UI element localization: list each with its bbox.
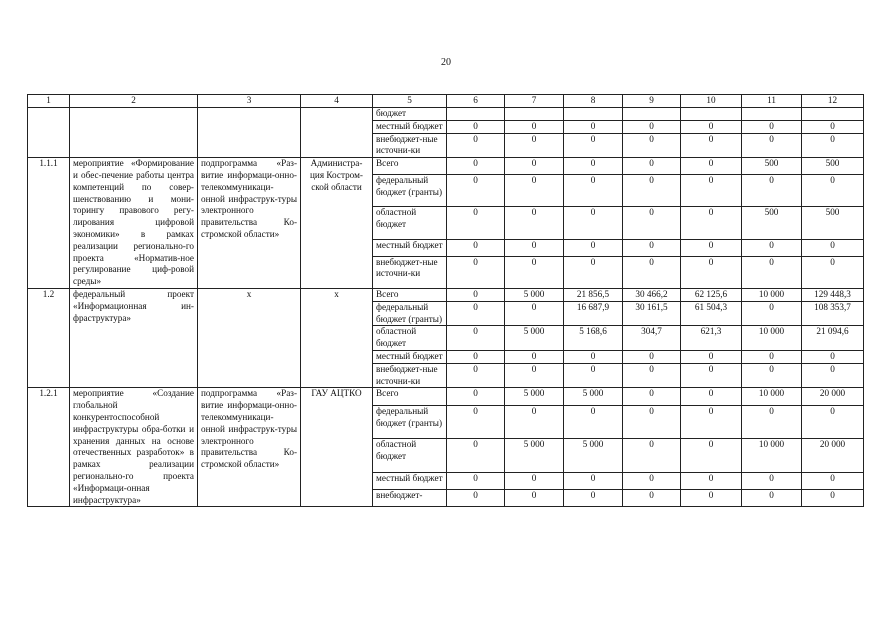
- value-cell: 0: [564, 350, 623, 363]
- value-cell: 30 161,5: [623, 301, 681, 326]
- column-header-4: 4: [301, 95, 373, 108]
- continuation-cell: [198, 108, 301, 158]
- value-cell: 0: [681, 175, 742, 207]
- value-cell: 0: [681, 388, 742, 405]
- value-cell: 500: [802, 207, 864, 239]
- value-cell: 0: [623, 489, 681, 506]
- item-name: федеральный проект «Информационная ин-фраструктура»: [70, 288, 198, 387]
- value-cell: 0: [681, 350, 742, 363]
- table-row: [28, 288, 864, 301]
- funding-source: внебюджет-ные источни-ки: [373, 133, 447, 158]
- value-cell: 0: [742, 133, 802, 158]
- header-row: [28, 95, 864, 108]
- funding-source: областной бюджет: [373, 439, 447, 472]
- value-cell: 129 448,3: [802, 288, 864, 301]
- item-program: х: [198, 288, 301, 387]
- value-cell: 5 000: [505, 388, 564, 405]
- value-cell: 0: [505, 405, 564, 438]
- value-cell: [623, 108, 681, 121]
- value-cell: 5 168,6: [564, 326, 623, 351]
- item-number: 1.1.1: [28, 158, 70, 289]
- value-cell: 10 000: [742, 439, 802, 472]
- value-cell: 0: [802, 175, 864, 207]
- value-cell: 0: [447, 158, 505, 175]
- funding-source: внебюджет-ные источни-ки: [373, 256, 447, 288]
- value-cell: 0: [802, 133, 864, 158]
- value-cell: 0: [623, 350, 681, 363]
- value-cell: 0: [681, 256, 742, 288]
- value-cell: 0: [623, 133, 681, 158]
- funding-source: областной бюджет: [373, 326, 447, 351]
- value-cell: 10 000: [742, 388, 802, 405]
- value-cell: 500: [742, 158, 802, 175]
- value-cell: [681, 108, 742, 121]
- value-cell: 0: [505, 133, 564, 158]
- value-cell: 0: [802, 363, 864, 388]
- funding-source: внебюджет-ные источни-ки: [373, 363, 447, 388]
- item-name: мероприятие «Создание глобальной конкурентоспособной инфраструктуры обра-ботки и хранения данных на основе отечественных разработок» в рамках реализации регионально-го проекта «Информаци-онная инфраструктура»: [70, 388, 198, 507]
- continuation-cell: [28, 108, 70, 158]
- value-cell: 0: [505, 207, 564, 239]
- funding-source: Всего: [373, 388, 447, 405]
- value-cell: 0: [623, 388, 681, 405]
- funding-source: местный бюджет: [373, 120, 447, 133]
- funding-source: федеральный бюджет (гранты): [373, 405, 447, 438]
- value-cell: 0: [564, 120, 623, 133]
- value-cell: 108 353,7: [802, 301, 864, 326]
- value-cell: 0: [505, 489, 564, 506]
- value-cell: 10 000: [742, 326, 802, 351]
- value-cell: 0: [681, 472, 742, 489]
- funding-source: Всего: [373, 158, 447, 175]
- table-row: [28, 388, 864, 405]
- value-cell: [505, 108, 564, 121]
- value-cell: 0: [742, 350, 802, 363]
- funding-source: федеральный бюджет (гранты): [373, 175, 447, 207]
- value-cell: 0: [802, 472, 864, 489]
- value-cell: 0: [681, 207, 742, 239]
- funding-source: федеральный бюджет (гранты): [373, 301, 447, 326]
- value-cell: 0: [742, 256, 802, 288]
- table-row: [28, 158, 864, 175]
- value-cell: 0: [623, 363, 681, 388]
- funding-source: местный бюджет: [373, 472, 447, 489]
- value-cell: 0: [623, 405, 681, 438]
- value-cell: 0: [802, 239, 864, 256]
- value-cell: 0: [742, 363, 802, 388]
- value-cell: 0: [564, 239, 623, 256]
- funding-source: местный бюджет: [373, 350, 447, 363]
- column-header-12: 12: [802, 95, 864, 108]
- value-cell: 0: [564, 363, 623, 388]
- column-header-6: 6: [447, 95, 505, 108]
- value-cell: 0: [447, 439, 505, 472]
- value-cell: 0: [802, 405, 864, 438]
- item-executor: Администра-ция Костром-ской области: [301, 158, 373, 289]
- value-cell: 0: [505, 472, 564, 489]
- continuation-cell: [301, 108, 373, 158]
- value-cell: 0: [564, 256, 623, 288]
- value-cell: 30 466,2: [623, 288, 681, 301]
- value-cell: 0: [564, 207, 623, 239]
- value-cell: 0: [447, 489, 505, 506]
- value-cell: 0: [623, 158, 681, 175]
- item-number: 1.2.1: [28, 388, 70, 507]
- value-cell: 0: [681, 158, 742, 175]
- item-program: подпрограмма «Раз-витие информаци-онно-телекоммуникаци-онной инфраструк-туры электронного правительства Ко-стромской области»: [198, 388, 301, 507]
- value-cell: 0: [564, 175, 623, 207]
- value-cell: 0: [447, 133, 505, 158]
- value-cell: [447, 108, 505, 121]
- value-cell: 0: [447, 239, 505, 256]
- value-cell: 0: [802, 256, 864, 288]
- value-cell: 0: [447, 207, 505, 239]
- page-number: 20: [441, 57, 451, 68]
- value-cell: 61 504,3: [681, 301, 742, 326]
- value-cell: 0: [505, 301, 564, 326]
- value-cell: 0: [623, 472, 681, 489]
- value-cell: 0: [447, 350, 505, 363]
- value-cell: 0: [623, 175, 681, 207]
- value-cell: 0: [447, 363, 505, 388]
- value-cell: 5 000: [564, 388, 623, 405]
- value-cell: 0: [681, 405, 742, 438]
- funding-source: внебюджет-: [373, 489, 447, 506]
- value-cell: 0: [623, 239, 681, 256]
- value-cell: 0: [742, 120, 802, 133]
- value-cell: 621,3: [681, 326, 742, 351]
- column-header-5: 5: [373, 95, 447, 108]
- value-cell: 21 856,5: [564, 288, 623, 301]
- column-header-9: 9: [623, 95, 681, 108]
- value-cell: 62 125,6: [681, 288, 742, 301]
- value-cell: 0: [447, 175, 505, 207]
- value-cell: 0: [505, 175, 564, 207]
- funding-source: бюджет: [373, 108, 447, 121]
- funding-source: местный бюджет: [373, 239, 447, 256]
- value-cell: 0: [505, 256, 564, 288]
- value-cell: 20 000: [802, 388, 864, 405]
- value-cell: 0: [564, 133, 623, 158]
- item-number: 1.2: [28, 288, 70, 387]
- value-cell: 0: [623, 439, 681, 472]
- table-row: [28, 108, 864, 121]
- value-cell: 0: [447, 256, 505, 288]
- value-cell: 0: [505, 350, 564, 363]
- value-cell: 0: [742, 489, 802, 506]
- value-cell: 0: [623, 207, 681, 239]
- value-cell: 0: [742, 472, 802, 489]
- column-header-3: 3: [198, 95, 301, 108]
- column-header-2: 2: [70, 95, 198, 108]
- value-cell: 0: [623, 120, 681, 133]
- column-header-10: 10: [681, 95, 742, 108]
- value-cell: 16 687,9: [564, 301, 623, 326]
- value-cell: 0: [564, 472, 623, 489]
- value-cell: 5 000: [505, 326, 564, 351]
- value-cell: 0: [564, 405, 623, 438]
- value-cell: 0: [447, 405, 505, 438]
- value-cell: 0: [623, 256, 681, 288]
- funding-source: областной бюджет: [373, 207, 447, 239]
- budget-table: [27, 94, 864, 507]
- value-cell: 500: [742, 207, 802, 239]
- value-cell: [802, 108, 864, 121]
- value-cell: 500: [802, 158, 864, 175]
- value-cell: 0: [681, 489, 742, 506]
- value-cell: 0: [681, 239, 742, 256]
- value-cell: [742, 108, 802, 121]
- item-name: мероприятие «Формирование и обес-печение работы центра компетенций по совер-шенствованию и мони-торингу правового регу-лирования цифровой экономики» в рамках реализации регионально-го проекта «Норматив-ное регулирование циф-ровой среды»: [70, 158, 198, 289]
- value-cell: 0: [447, 301, 505, 326]
- column-header-8: 8: [564, 95, 623, 108]
- item-executor: х: [301, 288, 373, 387]
- value-cell: 0: [505, 120, 564, 133]
- value-cell: 0: [681, 120, 742, 133]
- value-cell: 0: [447, 388, 505, 405]
- column-header-11: 11: [742, 95, 802, 108]
- value-cell: 5 000: [564, 439, 623, 472]
- value-cell: 0: [742, 405, 802, 438]
- value-cell: 0: [681, 363, 742, 388]
- value-cell: 0: [742, 239, 802, 256]
- funding-source: Всего: [373, 288, 447, 301]
- value-cell: 0: [802, 120, 864, 133]
- value-cell: 0: [742, 175, 802, 207]
- value-cell: 0: [447, 326, 505, 351]
- value-cell: 0: [802, 350, 864, 363]
- item-executor: ГАУ АЦТКО: [301, 388, 373, 507]
- value-cell: 5 000: [505, 439, 564, 472]
- value-cell: 0: [564, 489, 623, 506]
- value-cell: [564, 108, 623, 121]
- value-cell: 0: [505, 363, 564, 388]
- value-cell: 0: [742, 301, 802, 326]
- continuation-cell: [70, 108, 198, 158]
- value-cell: 0: [447, 288, 505, 301]
- value-cell: 0: [681, 439, 742, 472]
- value-cell: 10 000: [742, 288, 802, 301]
- value-cell: 0: [447, 472, 505, 489]
- value-cell: 0: [564, 158, 623, 175]
- value-cell: 0: [505, 158, 564, 175]
- item-program: подпрограмма «Раз-витие информаци-онно-телекоммуникаци-онной инфраструк-туры электронного правительства Ко-стромской области»: [198, 158, 301, 289]
- value-cell: 304,7: [623, 326, 681, 351]
- value-cell: 0: [447, 120, 505, 133]
- column-header-7: 7: [505, 95, 564, 108]
- value-cell: 0: [802, 489, 864, 506]
- value-cell: 5 000: [505, 288, 564, 301]
- value-cell: 21 094,6: [802, 326, 864, 351]
- column-header-1: 1: [28, 95, 70, 108]
- value-cell: 0: [505, 239, 564, 256]
- value-cell: 20 000: [802, 439, 864, 472]
- value-cell: 0: [681, 133, 742, 158]
